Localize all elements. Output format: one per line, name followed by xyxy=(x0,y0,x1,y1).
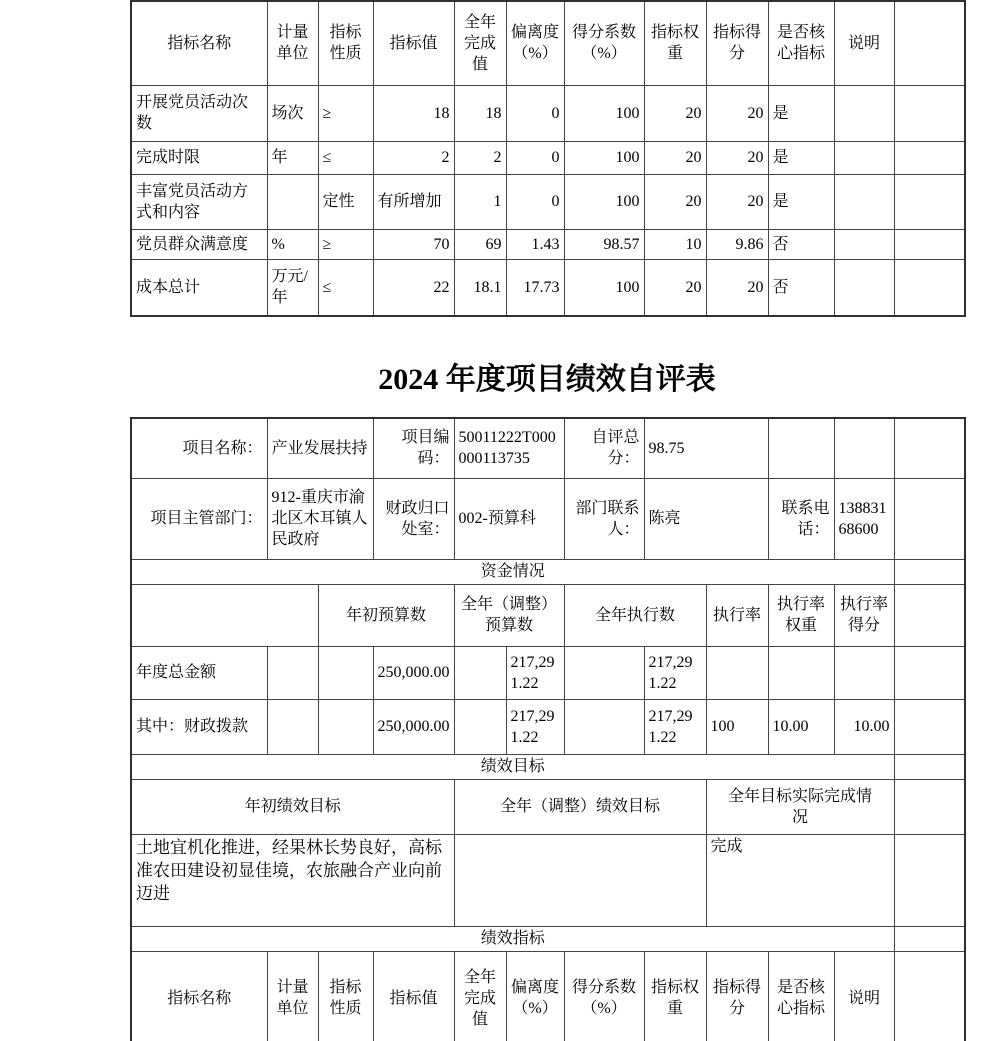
funding-adjusted-value: 217,291.22 xyxy=(506,646,564,699)
project-code-label: 项目编码： xyxy=(373,418,454,478)
cell-weight: 20 xyxy=(644,141,706,174)
cell-deviation: 17.73 xyxy=(506,259,564,316)
empty-cell xyxy=(894,259,965,316)
cell-actual: 18 xyxy=(454,85,506,141)
cell-actual: 69 xyxy=(454,229,506,259)
project-name-row xyxy=(131,418,965,478)
header-deviation: 偏离度（%） xyxy=(506,951,564,1041)
header-deviation: 偏离度（%） xyxy=(506,1,564,85)
cell-deviation: 1.43 xyxy=(506,229,564,259)
empty-cell xyxy=(894,926,965,951)
header-note: 说明 xyxy=(834,1,894,85)
cell-indicator-name: 丰富党员活动方式和内容 xyxy=(131,174,267,229)
cell-unit: 万元/年 xyxy=(267,259,318,316)
funding-row xyxy=(131,699,965,754)
header-coefficient: 得分系数（%） xyxy=(564,1,644,85)
cell-core: 否 xyxy=(768,259,834,316)
cell-nature: 定性 xyxy=(318,174,373,229)
cell-nature: ≥ xyxy=(318,229,373,259)
empty-cell xyxy=(894,754,965,779)
cell-target: 2 xyxy=(373,141,454,174)
empty-cell xyxy=(318,646,373,699)
cell-nature: ≤ xyxy=(318,259,373,316)
cell-deviation: 0 xyxy=(506,85,564,141)
initial-goal-text: 土地宜机化推进，经果林长势良好，高标准农田建设初显佳境，农旅融合产业向前迈进 xyxy=(131,834,454,926)
header-goal-completion xyxy=(706,779,894,834)
goals-data-row xyxy=(131,834,965,926)
cell-target: 70 xyxy=(373,229,454,259)
header-core: 是否核心指标 xyxy=(768,951,834,1041)
project-dept-row xyxy=(131,478,965,559)
cell-score: 20 xyxy=(706,259,768,316)
cell-coefficient: 100 xyxy=(564,141,644,174)
empty-cell xyxy=(894,559,965,584)
project-name-value: 产业发展扶持 xyxy=(267,418,373,478)
page-title: 2024 年度项目绩效自评表 xyxy=(378,363,716,396)
cell-target: 18 xyxy=(373,85,454,141)
goals-section-title: 绩效目标 xyxy=(131,754,894,779)
cell-coefficient: 100 xyxy=(564,259,644,316)
empty-cell xyxy=(894,646,965,699)
indicator-header-row-bottom xyxy=(131,951,965,1041)
empty-cell xyxy=(894,1,965,85)
indicator-row xyxy=(131,85,965,141)
dept-value: 912-重庆市渝北区木耳镇人民政府 xyxy=(267,478,373,559)
indicator-row xyxy=(131,229,965,259)
funding-rate-value: 100 xyxy=(706,699,768,754)
header-actual: 全年完成值 xyxy=(454,951,506,1041)
dept-label: 项目主管部门： xyxy=(131,478,267,559)
cell-score: 20 xyxy=(706,141,768,174)
funding-rate-weight-value: 10.00 xyxy=(768,699,834,754)
cell-coefficient: 100 xyxy=(564,85,644,141)
empty-cell xyxy=(894,699,965,754)
funding-initial-value: 250,000.00 xyxy=(373,699,454,754)
cell-note xyxy=(834,174,894,229)
funding-section-title: 资金情况 xyxy=(131,559,894,584)
empty-cell xyxy=(894,85,965,141)
header-weight: 指标权重 xyxy=(644,951,706,1041)
empty-cell xyxy=(834,418,894,478)
indicator-row xyxy=(131,259,965,316)
funding-rate-score-value xyxy=(834,646,894,699)
empty-cell xyxy=(318,699,373,754)
self-score-label: 自评总分： xyxy=(564,418,644,478)
header-adjusted-goal: 全年（调整）绩效目标 xyxy=(454,779,706,834)
empty-cell xyxy=(267,646,318,699)
funding-executed-value: 217,291.22 xyxy=(644,699,706,754)
project-code-value: 50011222T000000113735 xyxy=(454,418,564,478)
header-note: 说明 xyxy=(834,951,894,1041)
header-nature: 指标性质 xyxy=(318,951,373,1041)
empty-cell xyxy=(894,229,965,259)
self-score-value: 98.75 xyxy=(644,418,768,478)
cell-weight: 20 xyxy=(644,85,706,141)
empty-cell xyxy=(894,951,965,1041)
indicator-table-top xyxy=(130,0,966,317)
empty-cell xyxy=(564,646,644,699)
phone-label: 联系电话： xyxy=(768,478,834,559)
header-adjusted-budget: 全年（调整）预算数 xyxy=(454,584,564,646)
header-rate-score: 执行率得分 xyxy=(834,584,894,646)
header-target: 指标值 xyxy=(373,1,454,85)
adjusted-goal-text xyxy=(454,834,706,926)
empty-cell xyxy=(894,141,965,174)
header-indicator-name: 指标名称 xyxy=(131,951,267,1041)
cell-core: 是 xyxy=(768,174,834,229)
header-weight: 指标权重 xyxy=(644,1,706,85)
cell-core: 是 xyxy=(768,141,834,174)
cell-unit xyxy=(267,174,318,229)
self-evaluation-table xyxy=(130,417,966,1041)
goal-completion-text: 完成 xyxy=(706,834,894,926)
indicator-row xyxy=(131,141,965,174)
header-execution-rate: 执行率 xyxy=(706,584,768,646)
funding-section-band xyxy=(131,559,965,584)
header-score: 指标得分 xyxy=(706,951,768,1041)
funding-rate-score-value: 10.00 xyxy=(834,699,894,754)
header-unit: 计量单位 xyxy=(267,1,318,85)
funding-row-label: 其中：财政拨款 xyxy=(131,699,267,754)
empty-cell xyxy=(894,478,965,559)
cell-actual: 1 xyxy=(454,174,506,229)
empty-cell xyxy=(454,699,506,754)
funding-row xyxy=(131,646,965,699)
cell-note xyxy=(834,259,894,316)
cell-score: 20 xyxy=(706,85,768,141)
empty-cell xyxy=(894,174,965,229)
goals-section-band xyxy=(131,754,965,779)
indicator-header-row xyxy=(131,1,965,85)
header-initial-budget: 年初预算数 xyxy=(318,584,454,646)
cell-unit: % xyxy=(267,229,318,259)
header-target: 指标值 xyxy=(373,951,454,1041)
header-initial-goal: 年初绩效目标 xyxy=(131,779,454,834)
cell-coefficient: 98.57 xyxy=(564,229,644,259)
project-name-label: 项目名称： xyxy=(131,418,267,478)
cell-indicator-name: 成本总计 xyxy=(131,259,267,316)
cell-indicator-name: 完成时限 xyxy=(131,141,267,174)
cell-score: 20 xyxy=(706,174,768,229)
cell-target: 22 xyxy=(373,259,454,316)
cell-score: 9.86 xyxy=(706,229,768,259)
cell-note xyxy=(834,229,894,259)
empty-cell xyxy=(894,779,965,834)
cell-actual: 18.1 xyxy=(454,259,506,316)
funding-header-row xyxy=(131,584,965,646)
cell-indicator-name: 开展党员活动次数 xyxy=(131,85,267,141)
cell-unit: 年 xyxy=(267,141,318,174)
empty-cell xyxy=(894,418,965,478)
empty-cell xyxy=(894,584,965,646)
cell-unit: 场次 xyxy=(267,85,318,141)
cell-nature: ≥ xyxy=(318,85,373,141)
indicators-section-title: 绩效指标 xyxy=(131,926,894,951)
funding-row-label: 年度总金额 xyxy=(131,646,267,699)
header-executed: 全年执行数 xyxy=(564,584,706,646)
cell-weight: 10 xyxy=(644,229,706,259)
header-rate-weight: 执行率权重 xyxy=(768,584,834,646)
cell-actual: 2 xyxy=(454,141,506,174)
funding-initial-value: 250,000.00 xyxy=(373,646,454,699)
funding-rate-value xyxy=(706,646,768,699)
header-nature: 指标性质 xyxy=(318,1,373,85)
cell-weight: 20 xyxy=(644,259,706,316)
empty-cell xyxy=(564,699,644,754)
empty-cell xyxy=(131,584,318,646)
office-label: 财政归口处室： xyxy=(373,478,454,559)
office-value: 002-预算科 xyxy=(454,478,564,559)
header-actual: 全年完成值 xyxy=(454,1,506,85)
header-score: 指标得分 xyxy=(706,1,768,85)
funding-adjusted-value: 217,291.22 xyxy=(506,699,564,754)
cell-deviation: 0 xyxy=(506,174,564,229)
header-core: 是否核心指标 xyxy=(768,1,834,85)
phone-value: 13883168600 xyxy=(834,478,894,559)
funding-executed-value: 217,291.22 xyxy=(644,646,706,699)
empty-cell xyxy=(894,834,965,926)
header-indicator-name: 指标名称 xyxy=(131,1,267,85)
empty-cell xyxy=(454,646,506,699)
cell-target: 有所增加 xyxy=(373,174,454,229)
header-coefficient: 得分系数（%） xyxy=(564,951,644,1041)
cell-core: 是 xyxy=(768,85,834,141)
goals-header-row xyxy=(131,779,965,834)
cell-indicator-name: 党员群众满意度 xyxy=(131,229,267,259)
cell-note xyxy=(834,141,894,174)
indicator-row xyxy=(131,174,965,229)
indicators-section-band xyxy=(131,926,965,951)
empty-cell xyxy=(267,699,318,754)
cell-coefficient: 100 xyxy=(564,174,644,229)
funding-rate-weight-value xyxy=(768,646,834,699)
header-unit: 计量单位 xyxy=(267,951,318,1041)
cell-core: 否 xyxy=(768,229,834,259)
contact-value: 陈亮 xyxy=(644,478,768,559)
contact-label: 部门联系人： xyxy=(564,478,644,559)
cell-deviation: 0 xyxy=(506,141,564,174)
goal-completion-header-text: 全年目标实际完成情况 xyxy=(728,787,873,826)
cell-weight: 20 xyxy=(644,174,706,229)
cell-note xyxy=(834,85,894,141)
cell-nature: ≤ xyxy=(318,141,373,174)
empty-cell xyxy=(768,418,834,478)
